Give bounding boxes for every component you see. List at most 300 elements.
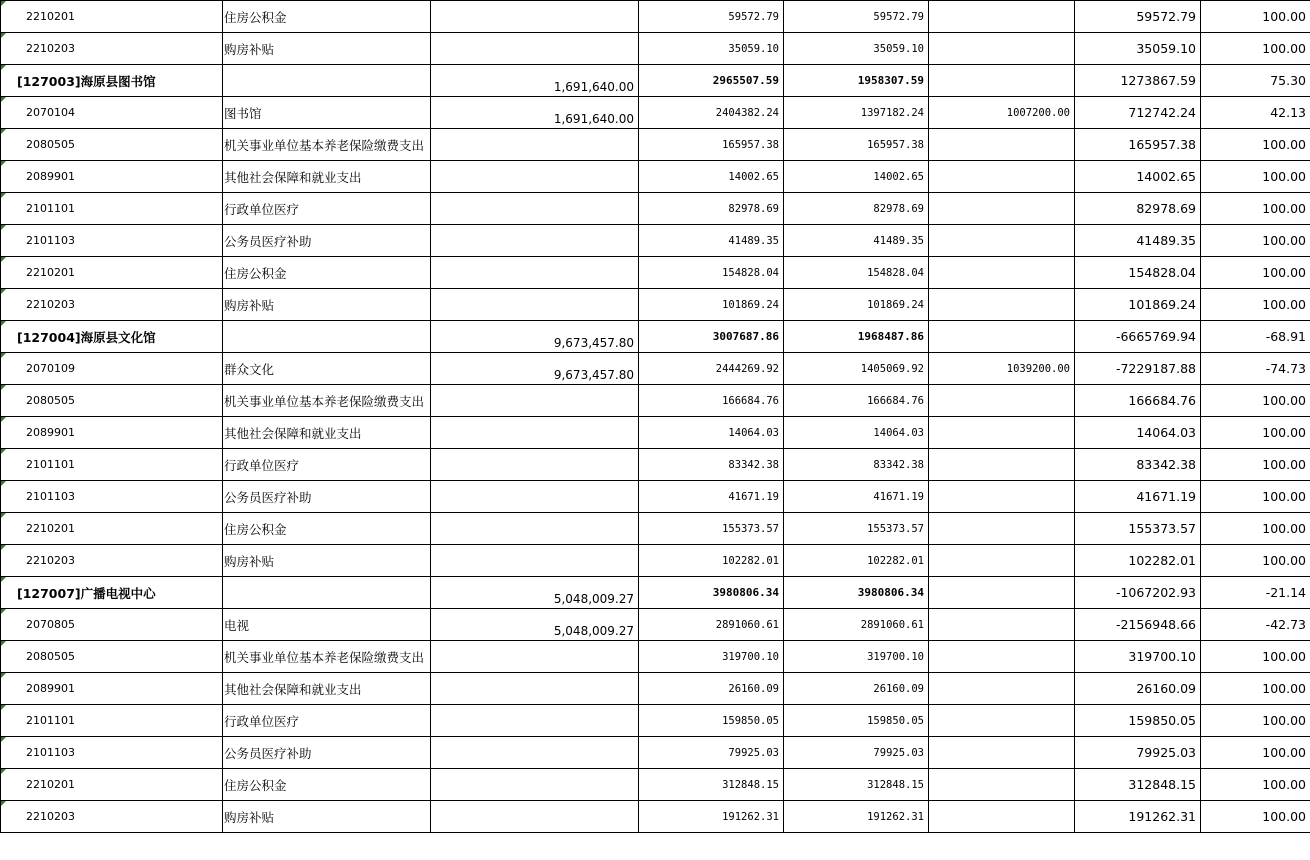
cell-percentage-text: 100.00 <box>1262 201 1306 216</box>
cell-percentage[interactable] <box>1201 353 1310 385</box>
cell-value-1[interactable] <box>639 609 784 641</box>
cell-subject-name-text: 其他社会保障和就业支出 <box>224 681 362 697</box>
cell-percentage-text: 100.00 <box>1262 489 1306 504</box>
cell-subject-name[interactable] <box>223 1 431 33</box>
cell-subject-code[interactable] <box>1 321 223 353</box>
cell-value-1-text: 41671.19 <box>728 490 779 503</box>
cell-value-2[interactable] <box>784 705 929 737</box>
cell-value-2[interactable] <box>784 609 929 641</box>
cell-value-3[interactable] <box>929 161 1075 193</box>
cell-subject-name[interactable] <box>223 321 431 353</box>
cell-percentage-text: 100.00 <box>1262 713 1306 728</box>
cell-subject-code[interactable] <box>1 385 223 417</box>
cell-percentage-text: 100.00 <box>1262 393 1306 408</box>
cell-amount[interactable] <box>431 65 639 97</box>
cell-subject-code[interactable] <box>1 289 223 321</box>
cell-percentage[interactable] <box>1201 449 1310 481</box>
cell-subject-name[interactable] <box>223 417 431 449</box>
cell-value-2-text: 83342.38 <box>873 458 924 471</box>
cell-corner-marker <box>1 481 6 486</box>
cell-subject-name[interactable] <box>223 737 431 769</box>
cell-difference[interactable] <box>1075 161 1201 193</box>
cell-subject-code[interactable] <box>1 545 223 577</box>
cell-percentage-text: -74.73 <box>1265 361 1306 376</box>
cell-amount[interactable] <box>431 737 639 769</box>
cell-subject-name[interactable] <box>223 289 431 321</box>
cell-percentage-text: 100.00 <box>1262 297 1306 312</box>
cell-difference[interactable] <box>1075 769 1201 801</box>
cell-difference-text: 41671.19 <box>1136 489 1196 504</box>
cell-value-3[interactable] <box>929 769 1075 801</box>
cell-subject-name-text: 住房公积金 <box>224 521 287 537</box>
cell-value-1[interactable] <box>639 769 784 801</box>
cell-subject-name[interactable] <box>223 97 431 129</box>
cell-subject-name-text: 图书馆 <box>224 105 262 121</box>
cell-percentage[interactable] <box>1201 801 1310 833</box>
cell-percentage[interactable] <box>1201 65 1310 97</box>
cell-value-3[interactable] <box>929 609 1075 641</box>
cell-difference-text: -2156948.66 <box>1115 617 1196 632</box>
cell-percentage[interactable] <box>1201 385 1310 417</box>
cell-value-2[interactable] <box>784 513 929 545</box>
cell-difference[interactable] <box>1075 705 1201 737</box>
cell-value-1[interactable] <box>639 193 784 225</box>
cell-value-2[interactable] <box>784 737 929 769</box>
cell-value-1[interactable] <box>639 481 784 513</box>
cell-value-3[interactable] <box>929 417 1075 449</box>
cell-value-2-text: 82978.69 <box>873 202 924 215</box>
cell-difference[interactable] <box>1075 193 1201 225</box>
cell-value-3[interactable] <box>929 545 1075 577</box>
cell-subject-code[interactable] <box>1 609 223 641</box>
cell-value-3[interactable] <box>929 129 1075 161</box>
cell-value-2[interactable] <box>784 193 929 225</box>
cell-value-3[interactable] <box>929 801 1075 833</box>
cell-value-1[interactable] <box>639 65 784 97</box>
cell-subject-code[interactable] <box>1 33 223 65</box>
cell-value-3[interactable] <box>929 289 1075 321</box>
cell-amount[interactable] <box>431 289 639 321</box>
cell-percentage-text: 75.30 <box>1270 73 1306 88</box>
cell-subject-code[interactable] <box>1 257 223 289</box>
table-row <box>1 609 1310 641</box>
cell-difference[interactable] <box>1075 481 1201 513</box>
cell-subject-code[interactable] <box>1 193 223 225</box>
cell-percentage[interactable] <box>1201 257 1310 289</box>
cell-value-2[interactable] <box>784 385 929 417</box>
cell-value-1-text: 26160.09 <box>728 682 779 695</box>
cell-value-1-text: 2444269.92 <box>715 362 779 375</box>
cell-value-3[interactable] <box>929 481 1075 513</box>
cell-amount-text: 9,673,457.80 <box>553 368 634 382</box>
table-row <box>1 289 1310 321</box>
cell-percentage-text: 100.00 <box>1262 745 1306 760</box>
cell-amount[interactable] <box>431 609 639 641</box>
table-row <box>1 385 1310 417</box>
cell-subject-code[interactable] <box>1 481 223 513</box>
cell-amount[interactable] <box>431 449 639 481</box>
cell-percentage-text: 100.00 <box>1262 649 1306 664</box>
cell-difference[interactable] <box>1075 577 1201 609</box>
cell-value-1-text: 82978.69 <box>728 202 779 215</box>
cell-difference[interactable] <box>1075 353 1201 385</box>
cell-value-3[interactable] <box>929 737 1075 769</box>
cell-value-1[interactable] <box>639 1 784 33</box>
cell-percentage[interactable] <box>1201 769 1310 801</box>
cell-difference[interactable] <box>1075 225 1201 257</box>
cell-subject-name[interactable] <box>223 673 431 705</box>
cell-difference-text: 41489.35 <box>1136 233 1196 248</box>
cell-subject-code[interactable] <box>1 417 223 449</box>
cell-percentage[interactable] <box>1201 129 1310 161</box>
cell-value-2-text: 319700.10 <box>867 650 924 663</box>
cell-percentage[interactable] <box>1201 321 1310 353</box>
cell-difference[interactable] <box>1075 289 1201 321</box>
cell-subject-name[interactable] <box>223 225 431 257</box>
cell-percentage-text: 100.00 <box>1262 425 1306 440</box>
cell-amount[interactable] <box>431 225 639 257</box>
cell-amount-text: 5,048,009.27 <box>553 624 634 638</box>
cell-difference[interactable] <box>1075 609 1201 641</box>
cell-percentage[interactable] <box>1201 1 1310 33</box>
cell-value-3[interactable] <box>929 65 1075 97</box>
cell-value-2[interactable] <box>784 577 929 609</box>
cell-percentage-text: -21.14 <box>1265 585 1306 600</box>
cell-amount[interactable] <box>431 97 639 129</box>
cell-value-2-text: 59572.79 <box>873 10 924 23</box>
table-row <box>1 353 1310 385</box>
table-row <box>1 737 1310 769</box>
cell-corner-marker <box>1 801 6 806</box>
cell-subject-code[interactable] <box>1 65 223 97</box>
cell-value-2[interactable] <box>784 65 929 97</box>
cell-corner-marker <box>1 737 6 742</box>
cell-value-2-text: 165957.38 <box>867 138 924 151</box>
cell-value-3[interactable] <box>929 97 1075 129</box>
cell-value-1[interactable] <box>639 129 784 161</box>
cell-amount[interactable] <box>431 641 639 673</box>
cell-value-1[interactable] <box>639 225 784 257</box>
cell-difference[interactable] <box>1075 641 1201 673</box>
cell-subject-name-text: 行政单位医疗 <box>224 713 300 729</box>
cell-difference[interactable] <box>1075 801 1201 833</box>
cell-percentage[interactable] <box>1201 577 1310 609</box>
cell-value-2-text: 312848.15 <box>867 778 924 791</box>
cell-value-3[interactable] <box>929 641 1075 673</box>
cell-amount[interactable] <box>431 545 639 577</box>
cell-amount-text: 9,673,457.80 <box>553 336 634 350</box>
cell-value-2[interactable] <box>784 33 929 65</box>
cell-subject-code[interactable] <box>1 513 223 545</box>
cell-difference[interactable] <box>1075 449 1201 481</box>
cell-value-1[interactable] <box>639 449 784 481</box>
cell-percentage[interactable] <box>1201 545 1310 577</box>
cell-amount[interactable] <box>431 1 639 33</box>
cell-value-1-text: 14064.03 <box>728 426 779 439</box>
cell-value-2[interactable] <box>784 673 929 705</box>
cell-value-3[interactable] <box>929 705 1075 737</box>
cell-value-1-text: 79925.03 <box>728 746 779 759</box>
cell-amount[interactable] <box>431 513 639 545</box>
cell-percentage-text: 100.00 <box>1262 233 1306 248</box>
cell-amount[interactable] <box>431 193 639 225</box>
cell-value-1[interactable] <box>639 513 784 545</box>
cell-value-1[interactable] <box>639 289 784 321</box>
cell-value-2[interactable] <box>784 257 929 289</box>
cell-percentage[interactable] <box>1201 705 1310 737</box>
cell-value-3-text: 1007200.00 <box>1006 106 1070 119</box>
cell-amount[interactable] <box>431 321 639 353</box>
cell-value-3[interactable] <box>929 193 1075 225</box>
cell-amount[interactable] <box>431 769 639 801</box>
cell-subject-code-text: 2101101 <box>26 714 75 727</box>
cell-amount[interactable] <box>431 257 639 289</box>
cell-subject-code[interactable] <box>1 225 223 257</box>
table-body <box>1 1 1310 833</box>
cell-value-1-text: 14002.65 <box>728 170 779 183</box>
cell-percentage[interactable] <box>1201 289 1310 321</box>
cell-value-3[interactable] <box>929 673 1075 705</box>
cell-subject-code-text: 2210203 <box>26 42 75 55</box>
cell-value-2-text: 79925.03 <box>873 746 924 759</box>
cell-value-3[interactable] <box>929 513 1075 545</box>
cell-value-2-text: 41489.35 <box>873 234 924 247</box>
cell-value-1[interactable] <box>639 801 784 833</box>
cell-percentage[interactable] <box>1201 193 1310 225</box>
cell-value-2-text: 2891060.61 <box>860 618 924 631</box>
cell-value-3[interactable] <box>929 353 1075 385</box>
cell-difference[interactable] <box>1075 65 1201 97</box>
table-row-unit-header <box>1 577 1310 609</box>
cell-percentage[interactable] <box>1201 417 1310 449</box>
cell-value-1[interactable] <box>639 161 784 193</box>
cell-corner-marker <box>1 129 6 134</box>
cell-percentage-text: 100.00 <box>1262 809 1306 824</box>
cell-amount[interactable] <box>431 801 639 833</box>
cell-subject-code[interactable] <box>1 673 223 705</box>
cell-subject-name[interactable] <box>223 481 431 513</box>
cell-subject-code[interactable] <box>1 769 223 801</box>
cell-subject-name[interactable] <box>223 257 431 289</box>
cell-percentage[interactable] <box>1201 641 1310 673</box>
cell-subject-name[interactable] <box>223 609 431 641</box>
cell-subject-code-text: 2210201 <box>26 10 75 23</box>
cell-amount[interactable] <box>431 673 639 705</box>
cell-value-1-text: 35059.10 <box>728 42 779 55</box>
cell-subject-code-text: 2089901 <box>26 682 75 695</box>
cell-amount[interactable] <box>431 385 639 417</box>
cell-subject-code[interactable] <box>1 449 223 481</box>
cell-subject-code[interactable] <box>1 737 223 769</box>
cell-amount[interactable] <box>431 33 639 65</box>
cell-value-3[interactable] <box>929 577 1075 609</box>
cell-subject-code[interactable] <box>1 801 223 833</box>
cell-subject-name-text: 住房公积金 <box>224 777 287 793</box>
cell-value-2-text: 1405069.92 <box>860 362 924 375</box>
cell-percentage[interactable] <box>1201 161 1310 193</box>
cell-subject-name[interactable] <box>223 193 431 225</box>
cell-difference[interactable] <box>1075 97 1201 129</box>
cell-value-3[interactable] <box>929 33 1075 65</box>
cell-value-1[interactable] <box>639 353 784 385</box>
cell-amount[interactable] <box>431 481 639 513</box>
cell-difference-text: 154828.04 <box>1128 265 1196 280</box>
cell-value-2[interactable] <box>784 1 929 33</box>
cell-value-1[interactable] <box>639 673 784 705</box>
cell-value-1[interactable] <box>639 33 784 65</box>
cell-corner-marker <box>1 577 6 582</box>
cell-percentage[interactable] <box>1201 225 1310 257</box>
cell-value-3[interactable] <box>929 321 1075 353</box>
cell-subject-code[interactable] <box>1 641 223 673</box>
cell-difference[interactable] <box>1075 737 1201 769</box>
cell-corner-marker <box>1 673 6 678</box>
cell-difference-text: 166684.76 <box>1128 393 1196 408</box>
cell-subject-code[interactable] <box>1 705 223 737</box>
cell-value-1[interactable] <box>639 577 784 609</box>
cell-subject-name[interactable] <box>223 705 431 737</box>
cell-value-1[interactable] <box>639 417 784 449</box>
cell-amount[interactable] <box>431 577 639 609</box>
cell-value-1[interactable] <box>639 97 784 129</box>
cell-subject-code[interactable] <box>1 577 223 609</box>
cell-value-1[interactable] <box>639 257 784 289</box>
cell-value-2[interactable] <box>784 449 929 481</box>
cell-subject-code-text: 2210201 <box>26 522 75 535</box>
cell-difference[interactable] <box>1075 321 1201 353</box>
cell-percentage[interactable] <box>1201 673 1310 705</box>
cell-value-2[interactable] <box>784 161 929 193</box>
cell-value-2[interactable] <box>784 225 929 257</box>
cell-value-2[interactable] <box>784 769 929 801</box>
cell-value-2[interactable] <box>784 129 929 161</box>
cell-difference-text: 101869.24 <box>1128 297 1196 312</box>
cell-value-1[interactable] <box>639 321 784 353</box>
cell-value-3[interactable] <box>929 385 1075 417</box>
cell-value-1[interactable] <box>639 385 784 417</box>
cell-value-2[interactable] <box>784 321 929 353</box>
cell-subject-name[interactable] <box>223 65 431 97</box>
table-row <box>1 129 1310 161</box>
cell-subject-code[interactable] <box>1 1 223 33</box>
table-row <box>1 801 1310 833</box>
cell-subject-name[interactable] <box>223 801 431 833</box>
cell-difference[interactable] <box>1075 385 1201 417</box>
cell-percentage-text: 100.00 <box>1262 553 1306 568</box>
cell-subject-name[interactable] <box>223 545 431 577</box>
cell-difference[interactable] <box>1075 257 1201 289</box>
cell-percentage-text: -42.73 <box>1265 617 1306 632</box>
table-row <box>1 97 1310 129</box>
cell-subject-name[interactable] <box>223 769 431 801</box>
cell-subject-name[interactable] <box>223 385 431 417</box>
cell-difference[interactable] <box>1075 513 1201 545</box>
cell-difference[interactable] <box>1075 129 1201 161</box>
cell-percentage[interactable] <box>1201 33 1310 65</box>
cell-percentage[interactable] <box>1201 97 1310 129</box>
cell-amount[interactable] <box>431 161 639 193</box>
cell-subject-code-text: 2070109 <box>26 362 75 375</box>
cell-difference-text: 26160.09 <box>1136 681 1196 696</box>
cell-percentage-text: 100.00 <box>1262 457 1306 472</box>
cell-difference-text: 155373.57 <box>1128 521 1196 536</box>
cell-percentage-text: 100.00 <box>1262 169 1306 184</box>
cell-subject-code-text: 2070104 <box>26 106 75 119</box>
cell-value-2[interactable] <box>784 289 929 321</box>
cell-subject-name[interactable] <box>223 449 431 481</box>
cell-value-2[interactable] <box>784 481 929 513</box>
cell-subject-name[interactable] <box>223 577 431 609</box>
cell-value-1-text: 191262.31 <box>722 810 779 823</box>
cell-subject-code[interactable] <box>1 353 223 385</box>
cell-subject-code-text: 2210203 <box>26 298 75 311</box>
cell-difference[interactable] <box>1075 33 1201 65</box>
cell-percentage[interactable] <box>1201 481 1310 513</box>
cell-subject-name-text: 住房公积金 <box>224 9 287 25</box>
cell-value-1[interactable] <box>639 705 784 737</box>
cell-percentage[interactable] <box>1201 609 1310 641</box>
cell-subject-code[interactable] <box>1 161 223 193</box>
cell-value-3[interactable] <box>929 257 1075 289</box>
cell-subject-code-text: 2101101 <box>26 458 75 471</box>
cell-amount[interactable] <box>431 705 639 737</box>
cell-value-1-text: 3007687.86 <box>712 330 779 343</box>
cell-difference[interactable] <box>1075 673 1201 705</box>
cell-subject-code-text: 2080505 <box>26 650 75 663</box>
cell-subject-name[interactable] <box>223 161 431 193</box>
cell-subject-name[interactable] <box>223 641 431 673</box>
cell-value-2[interactable] <box>784 97 929 129</box>
cell-subject-name[interactable] <box>223 33 431 65</box>
cell-subject-name[interactable] <box>223 129 431 161</box>
table-row <box>1 769 1310 801</box>
cell-value-3[interactable] <box>929 449 1075 481</box>
cell-subject-name-text: 公务员医疗补助 <box>224 233 312 249</box>
table-row <box>1 417 1310 449</box>
table-row-unit-header <box>1 321 1310 353</box>
cell-value-2[interactable] <box>784 545 929 577</box>
cell-difference[interactable] <box>1075 545 1201 577</box>
cell-subject-code[interactable] <box>1 97 223 129</box>
cell-value-3[interactable] <box>929 225 1075 257</box>
cell-percentage[interactable] <box>1201 513 1310 545</box>
cell-corner-marker <box>1 225 6 230</box>
cell-corner-marker <box>1 353 6 358</box>
cell-percentage[interactable] <box>1201 737 1310 769</box>
cell-value-2[interactable] <box>784 641 929 673</box>
cell-value-1[interactable] <box>639 737 784 769</box>
cell-value-2[interactable] <box>784 801 929 833</box>
cell-amount[interactable] <box>431 417 639 449</box>
cell-value-2[interactable] <box>784 353 929 385</box>
cell-corner-marker <box>1 417 6 422</box>
cell-amount[interactable] <box>431 129 639 161</box>
cell-difference[interactable] <box>1075 417 1201 449</box>
cell-subject-name-text: 住房公积金 <box>224 265 287 281</box>
cell-subject-name-text: 电视 <box>224 617 250 633</box>
cell-subject-code-text: 2101101 <box>26 202 75 215</box>
cell-value-1[interactable] <box>639 641 784 673</box>
cell-difference[interactable] <box>1075 1 1201 33</box>
cell-value-3[interactable] <box>929 1 1075 33</box>
cell-amount[interactable] <box>431 353 639 385</box>
cell-subject-code-text: 2101103 <box>26 746 75 759</box>
cell-subject-name[interactable] <box>223 513 431 545</box>
cell-value-2[interactable] <box>784 417 929 449</box>
cell-value-1[interactable] <box>639 545 784 577</box>
cell-subject-code[interactable] <box>1 129 223 161</box>
cell-subject-name[interactable] <box>223 353 431 385</box>
